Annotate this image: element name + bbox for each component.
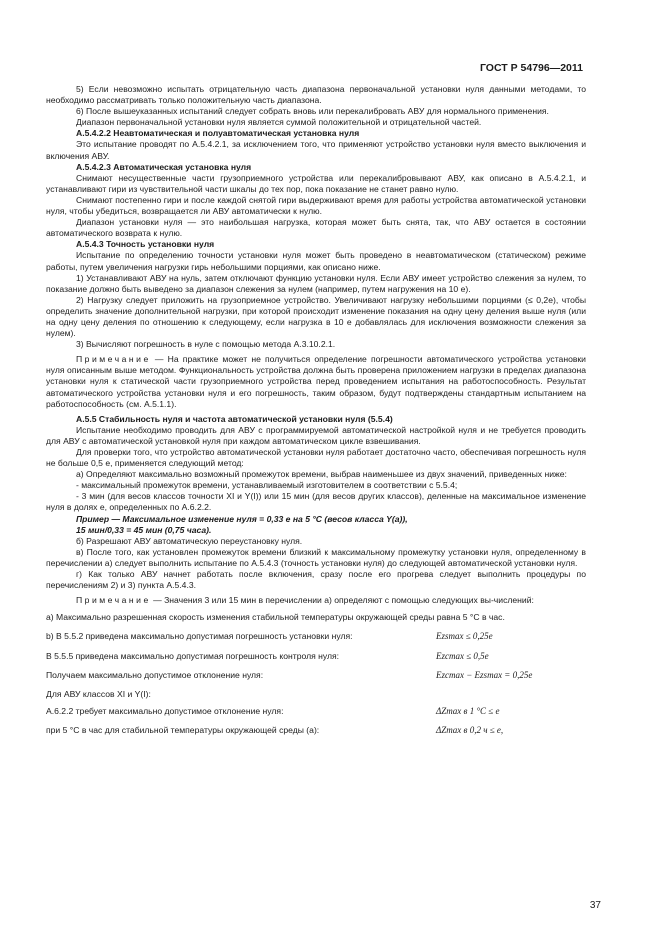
formula: ΔZmax в 1 °С ≤ е — [436, 705, 500, 716]
paragraph: Диапазон первоначальной установки нуля является суммой положительной и отрицательной частей. — [76, 117, 482, 128]
note-label: Примечание — [76, 595, 151, 606]
paragraph: Для проверки того, что устройство автоматической установки нуля работает достаточно часто, обеспечивая погрешность нуля не больше 0,5 е, применяется следующий метод: — [46, 447, 586, 469]
paragraph: Испытание необходимо проводить для АВУ с программируемой автоматической настройкой нуля и не требуется проводить для АВУ с автоматической установкой нуля при каждом автоматическом цикле взвешивания. — [46, 424, 586, 446]
document-body — [46, 84, 586, 736]
paragraph: Для АВУ классов XI и Y(I): — [46, 688, 151, 699]
example-line: Пример — Максимальное изменение нуля = 0,33 е на 5 °С (весов класса Y(a)), — [76, 513, 408, 524]
formula: Ezcmax ≤ 0,5e — [436, 650, 489, 661]
section-heading: А.5.4.2.2 Неавтоматическая и полуавтоматическая установка нуля — [76, 128, 360, 139]
list-item: 2) Нагрузку следует приложить на грузоприемное устройство. Увеличивают нагрузку небольшими порциями (≤ 0,2е), чтобы определить значение дополнительной нагрузки, при которой происходит изменение показания на одну цену деления выше нуля (или на одну цену деления по отношению к следующему, если нагрузка в 10 е добавлялась для исключения возможности слежения за нулем). — [46, 294, 586, 339]
page-number: 37 — [589, 900, 601, 911]
formula-row — [46, 670, 586, 681]
paragraph: Снимают постепенно гири и после каждой снятой гири выдерживают время для работы устройства автоматической установки нуля, чтобы убедиться, возвращается ли АВУ автоматически к нулю. — [46, 194, 586, 217]
list-item: - 3 мин (для весов классов точности XI и Y(I)) или 15 мин (для весов других классов), деленные на максимальное изменение нуля в долях е, определенных по А.6.2.2. — [46, 491, 586, 513]
formula: Ezcmax − Ezsmax = 0,25e — [436, 669, 533, 680]
formula-row — [46, 725, 586, 736]
formula-row — [46, 706, 586, 717]
section-heading: А.5.5 Стабильность нуля и частота автоматической установки нуля (5.5.4) — [76, 413, 393, 424]
list-item: б) Разрешают АВУ автоматическую переустановку нуля. — [76, 535, 303, 546]
formula-row — [46, 631, 586, 642]
paragraph: 6) После вышеуказанных испытаний следует собрать вновь или перекалибровать АВУ для нормального применения. — [76, 106, 549, 117]
paragraph: а) Максимально разрешенная скорость изменения стабильной температуры окружающей среды равна 5 °С в час. — [46, 612, 505, 623]
list-item: 3) Вычисляют погрешность в нуле с помощью метода А.3.10.2.1. — [76, 339, 336, 350]
paragraph: Диапазон установки нуля — это наибольшая нагрузка, которая может быть снята, так, что АВУ остается в состоянии автоматического возврата к нулю. — [46, 217, 586, 239]
note — [46, 595, 586, 606]
list-item: в) После того, как установлен промежуток времени близкий к максимальному промежутку установки нуля, определенному в перечислении а) следует выполнить испытание по А.5.4.3 (точность установки нуля) до следующей автоматической установки нуля. — [46, 546, 586, 568]
paragraph: Снимают несущественные части грузоприемного устройства или перекалибровывают АВУ, как описано в А.5.4.2.1, и устанавливают гири из чувствительной части шкалы до тех пор, пока показание не станет равно нулю. — [46, 172, 586, 194]
formula: Ezsmax ≤ 0,25e — [436, 631, 493, 642]
paragraph: Это испытание проводят по А.5.4.2.1, за исключением того, что применяют устройство установки нуля вместо выключения и включения АВУ. — [46, 139, 586, 161]
formula-label: В 5.5.5 приведена максимально допустимая погрешность контроля нуля: — [46, 650, 340, 661]
formula-label: А.6.2.2 требует максимально допустимое отклонение нуля: — [46, 705, 284, 716]
section-heading: А.5.4.3 Точность установки нуля — [76, 239, 215, 250]
formula-row — [46, 651, 586, 662]
document-header: ГОСТ Р 54796—2011 — [479, 62, 583, 74]
note-text: — На практике может не получиться определение погрешности автоматического устройства установки нуля описанным выше методом. Функциональность устройства должна быть проверена приложением нагрузки в пределах диапазона установки нуля к статической части грузоприемного устройства перед проведением испытания на работоспособность. Результат автоматического устройства установки нуля и его погрешность, таким образом, будут подтверждены стандартным испытанием на работоспособность (см. А.5.1.1). — [46, 354, 586, 409]
list-item: а) Определяют максимально возможный промежуток времени, выбрав наименьшее из двух значений, приведенных ниже: — [76, 469, 567, 480]
note — [46, 354, 586, 409]
paragraph: Испытание по определению точности установки нуля может быть проведено в неавтоматическом (статическом) режиме работы, путем увеличения нагрузки гирь небольшими порциями, как описано ниже. — [46, 250, 586, 272]
example-line: 15 мин/0,33 = 45 мин (0,75 часа). — [76, 524, 212, 535]
list-item: 1) Устанавливают АВУ на нуль, затем отключают функцию установки нуля. Если АВУ имеет устройство слежения за нулем, то показание должно быть выведено за диапазон слежения за нулем (например, путем нагружения на 10 е). — [46, 272, 586, 294]
paragraph: 5) Если невозможно испытать отрицательную часть диапазона первоначальной установки нуля данными методами, то необходимо рассматривать только положительную часть диапазона. — [46, 84, 586, 106]
formula-label: b) В 5.5.2 приведена максимально допустимая погрешность установки нуля: — [46, 631, 353, 642]
formula-label: при 5 °С в час для стабильной температуры окружающей среды (а): — [46, 724, 320, 735]
section-heading: А.5.4.2.3 Автоматическая установка нуля — [76, 161, 252, 172]
formula: ΔZmax в 0,2 ч ≤ е, — [436, 724, 504, 735]
list-item: г) Как только АВУ начнет работать после включения, сразу после его прогрева следует выполнить процедуры по перечислениям 2) и 3) пункта А.5.4.3. — [46, 569, 586, 591]
note-label: Примечание — [76, 354, 151, 365]
note-text: — Значения 3 или 15 мин в перечислении а) определяют с помощью следующих вы-числений: — [150, 595, 534, 606]
formula-label: Получаем максимально допустимое отклонение нуля: — [46, 669, 264, 680]
list-item: - максимальный промежуток времени, устанавливаемый изготовителем в соответствии с 5.5.4; — [76, 480, 458, 491]
